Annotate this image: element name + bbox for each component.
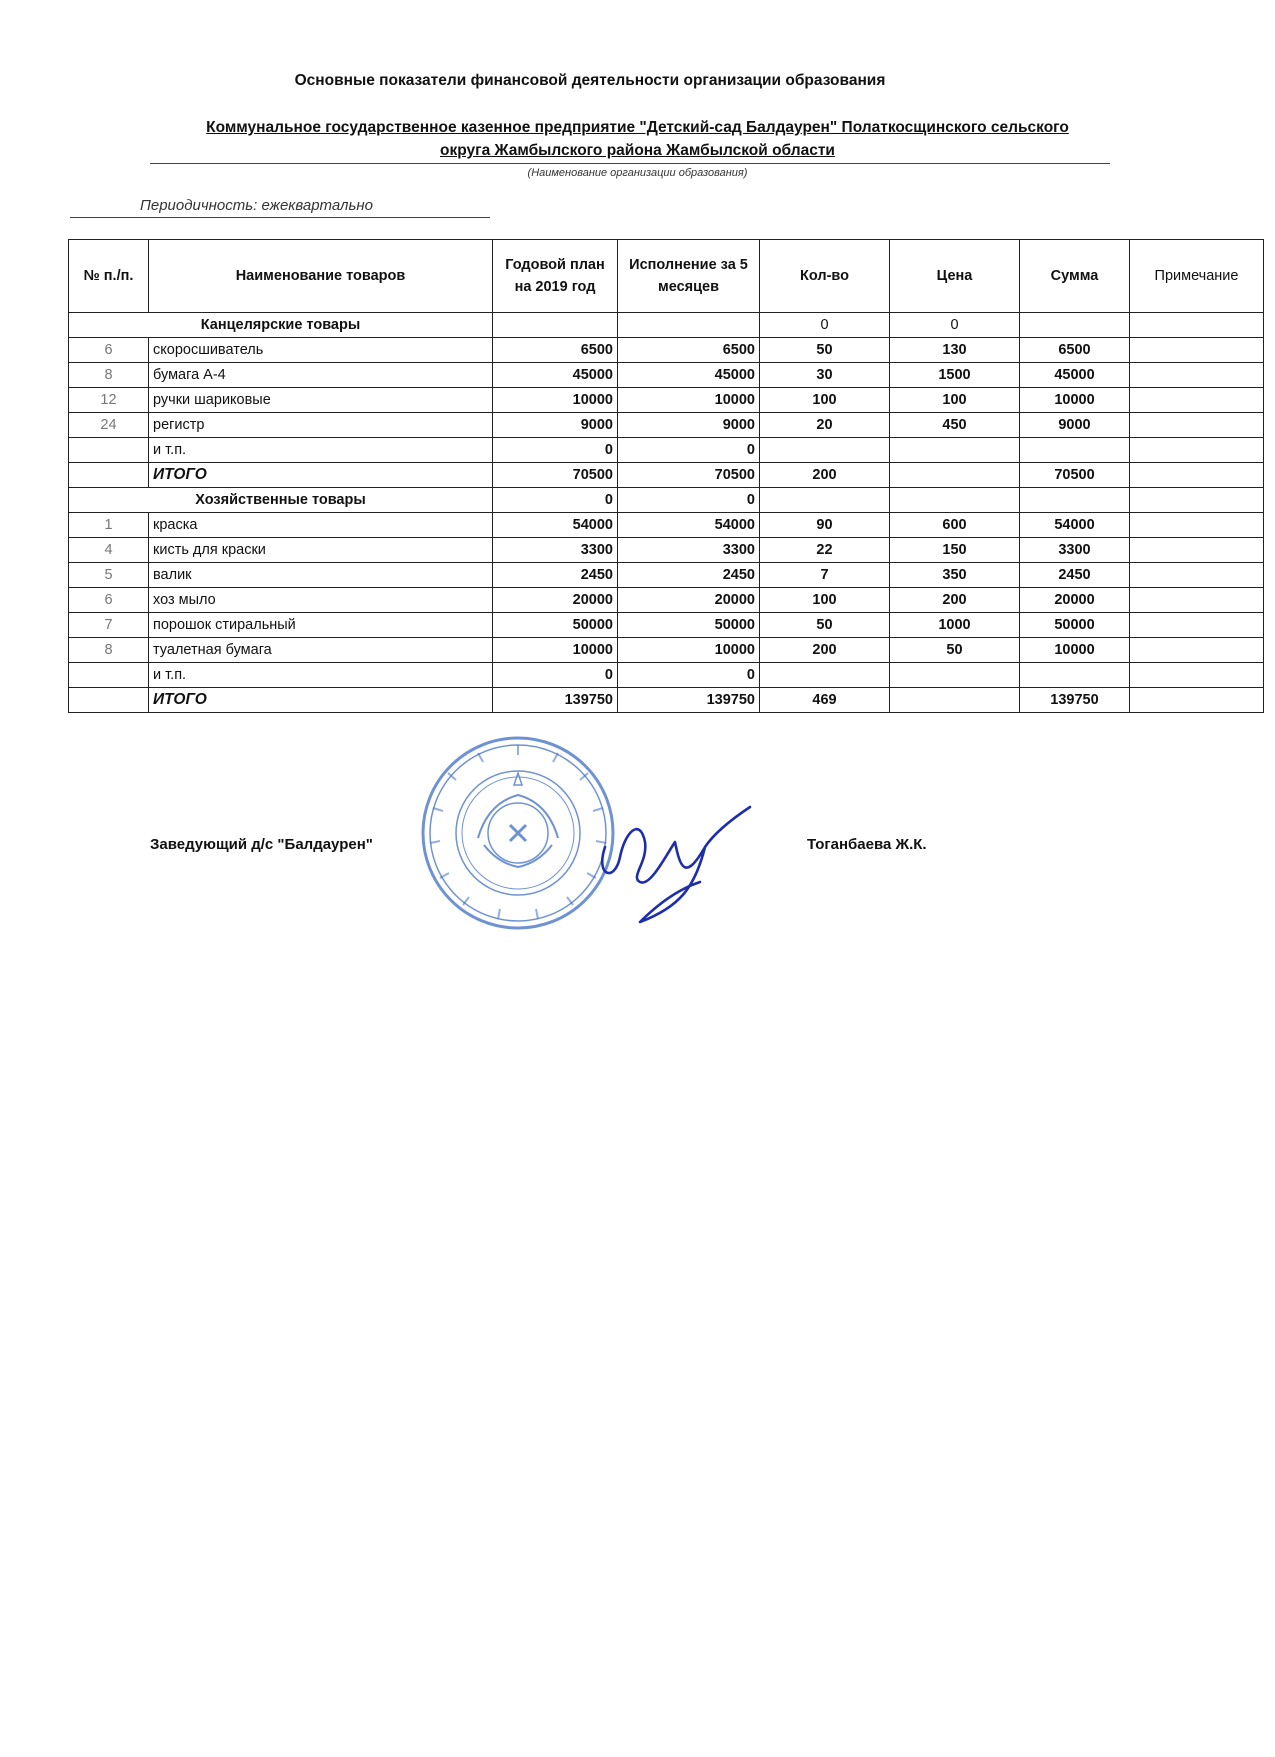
table-row	[69, 538, 1264, 563]
table-row	[69, 563, 1264, 588]
etc-row	[69, 438, 1264, 463]
row-name: краска	[149, 513, 493, 538]
cell	[1130, 488, 1264, 513]
total-sum: 70500	[1020, 463, 1130, 488]
row-plan: 6500	[493, 338, 618, 363]
row-plan: 54000	[493, 513, 618, 538]
row-name: туалетная бумага	[149, 638, 493, 663]
header-no: № п./п.	[69, 240, 149, 313]
row-no: 1	[69, 513, 149, 538]
header-sum: Сумма	[1020, 240, 1130, 313]
group-row-office	[69, 313, 1264, 338]
cell	[760, 663, 890, 688]
row-no: 8	[69, 363, 149, 388]
cell	[1130, 688, 1264, 713]
total-row-household	[69, 688, 1264, 713]
cell	[1130, 438, 1264, 463]
row-exec: 45000	[618, 363, 760, 388]
table-row	[69, 513, 1264, 538]
row-note	[1130, 363, 1264, 388]
row-name: регистр	[149, 413, 493, 438]
row-qty: 50	[760, 613, 890, 638]
organization-name-line-2: округа Жамбылского района Жамбылской области	[440, 142, 835, 159]
row-exec: 10000	[618, 388, 760, 413]
header-name: Наименование товаров	[149, 240, 493, 313]
header-execution: Исполнение за 5 месяцев	[618, 240, 760, 313]
cell	[890, 688, 1020, 713]
etc-name: и т.п.	[149, 663, 493, 688]
row-exec: 9000	[618, 413, 760, 438]
organization-name-line-1: Коммунальное государственное казенное предприятие "Детский-сад Балдаурен" Полаткосщинского сельского	[206, 119, 1069, 136]
group-exec: 0	[618, 488, 760, 513]
etc-plan: 0	[493, 438, 618, 463]
director-signature-icon	[585, 787, 785, 937]
organization-caption: (Наименование организации образования)	[527, 167, 748, 179]
row-name: валик	[149, 563, 493, 588]
row-plan: 9000	[493, 413, 618, 438]
row-note	[1130, 563, 1264, 588]
total-qty: 469	[760, 688, 890, 713]
row-qty: 100	[760, 388, 890, 413]
row-no: 7	[69, 613, 149, 638]
cell	[493, 313, 618, 338]
cell	[1020, 488, 1130, 513]
total-exec: 70500	[618, 463, 760, 488]
row-name: порошок стиральный	[149, 613, 493, 638]
table-row	[69, 638, 1264, 663]
signature-role: Заведующий д/с "Балдаурен"	[150, 836, 373, 853]
header-note: Примечание	[1130, 240, 1264, 313]
row-plan: 10000	[493, 388, 618, 413]
document-title: Основные показатели финансовой деятельности организации образования	[294, 72, 886, 89]
periodicity-label: Периодичность: ежеквартально	[140, 197, 373, 214]
cell	[890, 463, 1020, 488]
etc-exec: 0	[618, 438, 760, 463]
table-row	[69, 413, 1264, 438]
row-plan: 50000	[493, 613, 618, 638]
row-note	[1130, 613, 1264, 638]
cell	[69, 463, 149, 488]
row-plan: 3300	[493, 538, 618, 563]
row-sum: 2450	[1020, 563, 1130, 588]
total-label: ИТОГО	[149, 463, 493, 488]
total-label: ИТОГО	[149, 688, 493, 713]
signature-name: Тоганбаева Ж.К.	[807, 836, 927, 853]
row-price: 150	[890, 538, 1020, 563]
row-sum: 54000	[1020, 513, 1130, 538]
row-qty: 50	[760, 338, 890, 363]
row-sum: 20000	[1020, 588, 1130, 613]
row-qty: 90	[760, 513, 890, 538]
row-price: 600	[890, 513, 1020, 538]
row-price: 200	[890, 588, 1020, 613]
row-sum: 10000	[1020, 388, 1130, 413]
row-price: 1000	[890, 613, 1020, 638]
row-sum: 6500	[1020, 338, 1130, 363]
row-exec: 6500	[618, 338, 760, 363]
cell	[890, 438, 1020, 463]
row-exec: 50000	[618, 613, 760, 638]
row-qty: 20	[760, 413, 890, 438]
row-exec: 20000	[618, 588, 760, 613]
group-price: 0	[890, 313, 1020, 338]
row-note	[1130, 413, 1264, 438]
row-no: 12	[69, 388, 149, 413]
row-note	[1130, 638, 1264, 663]
group-title: Хозяйственные товары	[69, 488, 493, 513]
cell	[69, 438, 149, 463]
row-no: 24	[69, 413, 149, 438]
cell	[69, 663, 149, 688]
cell	[1130, 313, 1264, 338]
row-name: бумага А-4	[149, 363, 493, 388]
row-no: 8	[69, 638, 149, 663]
row-sum: 45000	[1020, 363, 1130, 388]
row-note	[1130, 588, 1264, 613]
total-sum: 139750	[1020, 688, 1130, 713]
table-header-row	[69, 240, 1264, 313]
row-plan: 2450	[493, 563, 618, 588]
cell	[1130, 463, 1264, 488]
total-plan: 139750	[493, 688, 618, 713]
row-exec: 3300	[618, 538, 760, 563]
row-exec: 54000	[618, 513, 760, 538]
row-price: 50	[890, 638, 1020, 663]
row-sum: 50000	[1020, 613, 1130, 638]
cell	[618, 313, 760, 338]
row-note	[1130, 538, 1264, 563]
row-name: ручки шариковые	[149, 388, 493, 413]
header-plan: Годовой план на 2019 год	[493, 240, 618, 313]
cell	[760, 488, 890, 513]
group-title: Канцелярские товары	[69, 313, 493, 338]
group-qty: 0	[760, 313, 890, 338]
cell	[890, 488, 1020, 513]
cell	[1020, 663, 1130, 688]
row-price: 130	[890, 338, 1020, 363]
row-note	[1130, 338, 1264, 363]
row-no: 5	[69, 563, 149, 588]
cell	[1020, 313, 1130, 338]
row-note	[1130, 388, 1264, 413]
etc-plan: 0	[493, 663, 618, 688]
row-note	[1130, 513, 1264, 538]
group-plan: 0	[493, 488, 618, 513]
total-row-office	[69, 463, 1264, 488]
row-qty: 30	[760, 363, 890, 388]
row-exec: 10000	[618, 638, 760, 663]
row-name: скоросшиватель	[149, 338, 493, 363]
periodicity-underline-rule	[70, 217, 490, 218]
row-name: хоз мыло	[149, 588, 493, 613]
total-exec: 139750	[618, 688, 760, 713]
table-row	[69, 388, 1264, 413]
row-plan: 20000	[493, 588, 618, 613]
cell	[1020, 438, 1130, 463]
row-sum: 9000	[1020, 413, 1130, 438]
cell	[1130, 663, 1264, 688]
row-no: 4	[69, 538, 149, 563]
etc-exec: 0	[618, 663, 760, 688]
row-qty: 7	[760, 563, 890, 588]
row-exec: 2450	[618, 563, 760, 588]
row-no: 6	[69, 338, 149, 363]
row-price: 450	[890, 413, 1020, 438]
row-qty: 22	[760, 538, 890, 563]
organization-underline-rule	[150, 163, 1110, 164]
row-price: 100	[890, 388, 1020, 413]
row-price: 1500	[890, 363, 1020, 388]
table-row	[69, 338, 1264, 363]
row-qty: 200	[760, 638, 890, 663]
row-qty: 100	[760, 588, 890, 613]
table-row	[69, 363, 1264, 388]
cell	[890, 663, 1020, 688]
row-plan: 10000	[493, 638, 618, 663]
cell	[69, 688, 149, 713]
group-row-household	[69, 488, 1264, 513]
etc-row	[69, 663, 1264, 688]
row-price: 350	[890, 563, 1020, 588]
header-price: Цена	[890, 240, 1020, 313]
row-no: 6	[69, 588, 149, 613]
header-qty: Кол-во	[760, 240, 890, 313]
cell	[760, 438, 890, 463]
goods-table	[68, 239, 1264, 713]
etc-name: и т.п.	[149, 438, 493, 463]
row-name: кисть для краски	[149, 538, 493, 563]
row-sum: 3300	[1020, 538, 1130, 563]
table-row	[69, 588, 1264, 613]
table-row	[69, 613, 1264, 638]
row-plan: 45000	[493, 363, 618, 388]
total-plan: 70500	[493, 463, 618, 488]
row-sum: 10000	[1020, 638, 1130, 663]
total-qty: 200	[760, 463, 890, 488]
